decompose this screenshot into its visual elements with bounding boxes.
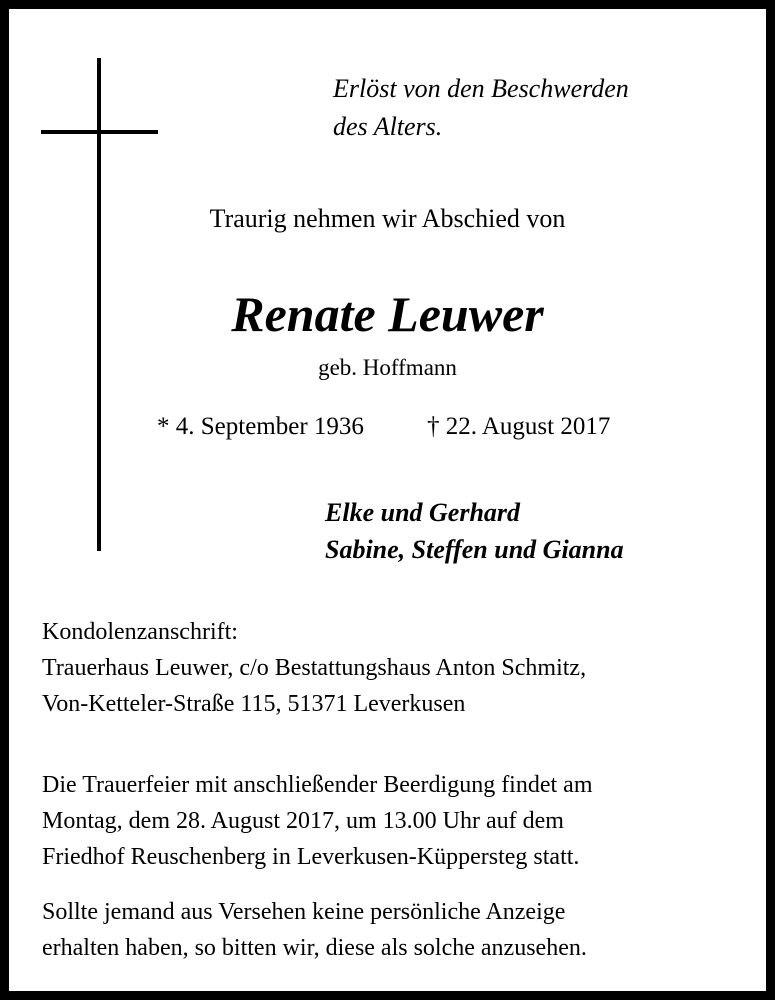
condolence-line-2: Von-Ketteler-Straße 115, 51371 Leverkusen	[42, 691, 466, 717]
motto-line-1: Erlöst von den Beschwerden	[333, 74, 629, 103]
notice-line-1: Sollte jemand aus Versehen keine persönliche Anzeige	[42, 899, 566, 925]
intro-text: Traurig nehmen wir Abschied von	[209, 204, 566, 233]
notice-line-2: erhalten haben, so bitten wir, diese als solche anzusehen.	[42, 935, 587, 961]
cross-horizontal-beam	[41, 130, 158, 134]
funeral-line-1: Die Trauerfeier mit anschließender Beerdigung findet am	[42, 772, 593, 798]
death-date: † 22. August 2017	[427, 413, 611, 440]
motto-quote	[333, 70, 629, 146]
condolence-line-1: Trauerhaus Leuwer, c/o Bestattungshaus Anton Schmitz,	[42, 655, 587, 681]
funeral-announcement	[42, 767, 593, 875]
motto-line-2: des Alters.	[333, 112, 443, 141]
notice-paragraph	[42, 894, 587, 966]
condolence-heading: Kondolenzanschrift:	[42, 619, 238, 645]
funeral-line-2: Montag, dem 28. August 2017, um 13.00 Uhr auf dem	[42, 808, 564, 834]
mourners-line-1: Elke und Gerhard	[325, 498, 521, 527]
mourners-line-2: Sabine, Steffen und Gianna	[325, 535, 624, 564]
funeral-line-3: Friedhof Reuschenberg in Leverkusen-Küppersteg statt.	[42, 844, 580, 870]
deceased-name: Renate Leuwer	[231, 286, 544, 342]
mourners-list	[325, 494, 624, 568]
maiden-name: geb. Hoffmann	[318, 355, 457, 380]
condolence-address	[42, 614, 586, 722]
birth-date: * 4. September 1936	[157, 413, 364, 440]
